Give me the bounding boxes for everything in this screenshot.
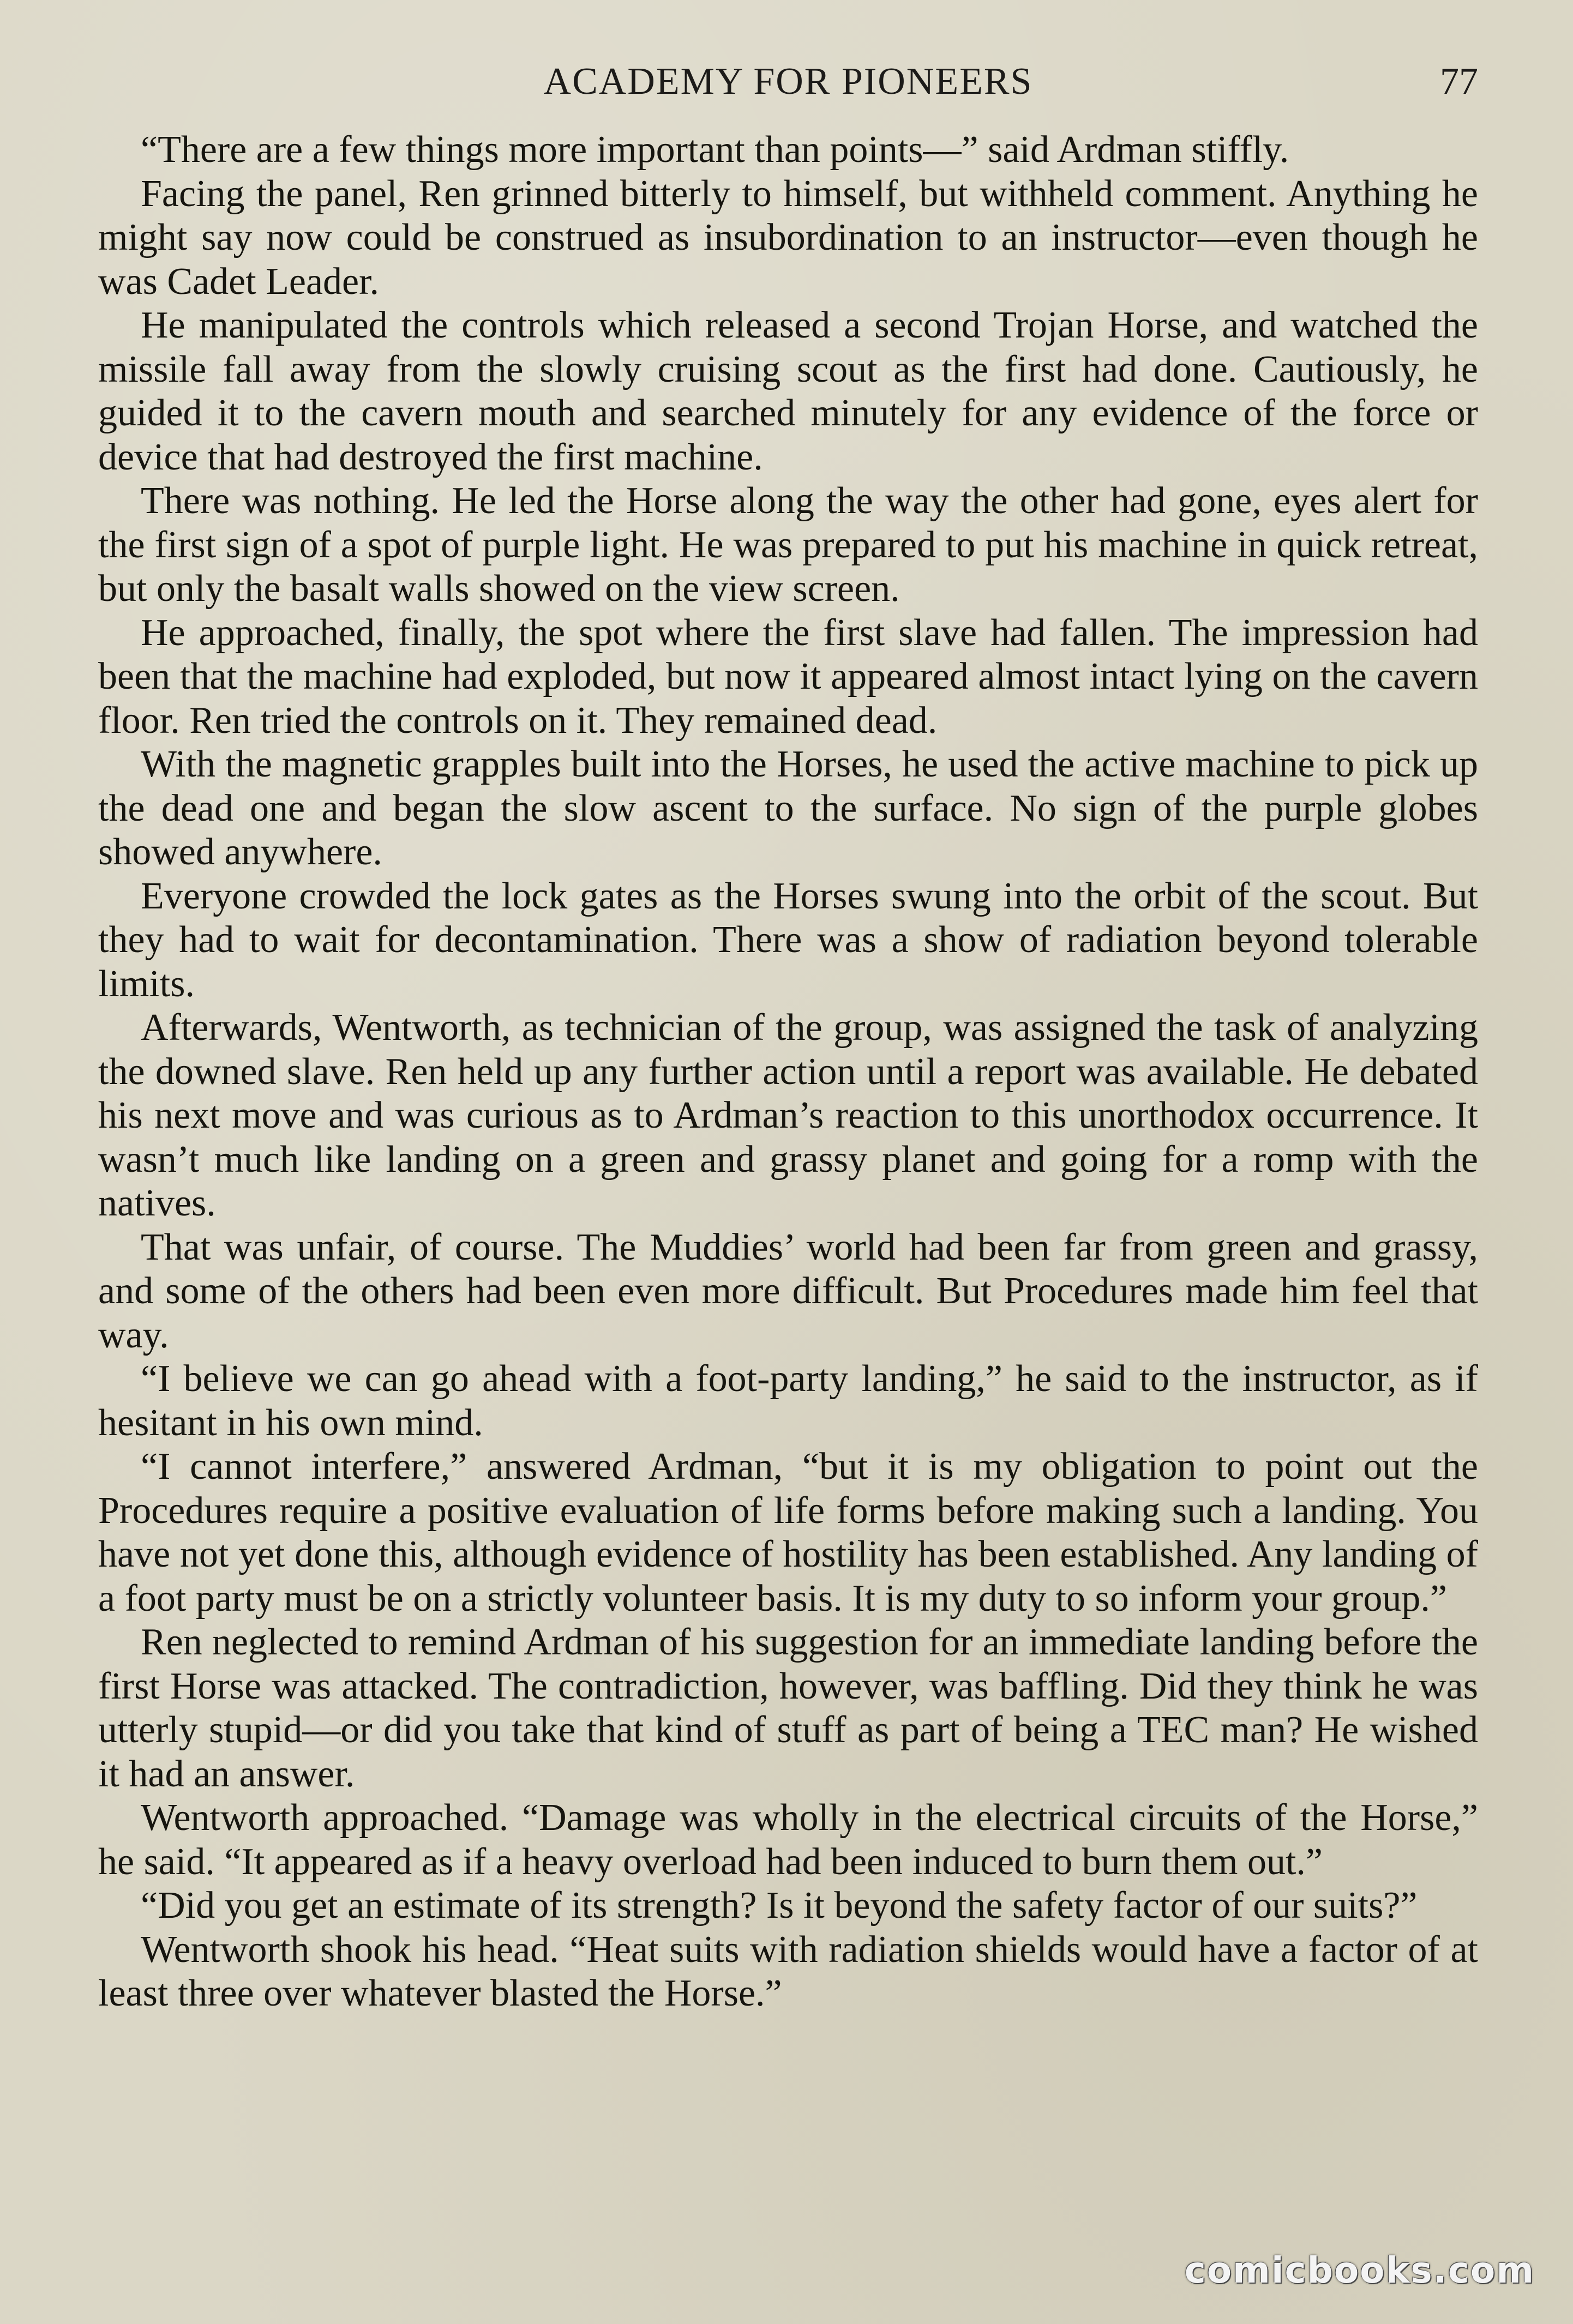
paragraph: Wentworth shook his head. “Heat suits with radiation shields would have a factor of at least three over whatever blasted the Horse.” bbox=[98, 1928, 1478, 2014]
paragraph: “I believe we can go ahead with a foot-party landing,” he said to the instructor, as if hesitant in his own mind. bbox=[98, 1358, 1478, 1444]
paragraph: Afterwards, Wentworth, as technician of the group, was assigned the task of analyzing the downed slave. Ren held up any further action until a report was available. He debated his next move and was curious as to Ardman’s reaction to this unorthodox occurrence. It wasn’t much like landing on a green and grassy planet and going for a romp with the natives. bbox=[98, 1007, 1478, 1224]
paragraph: Everyone crowded the lock gates as the Horses swung into the orbit of the scout. But they had to wait for decontamination. There was a show of radiation beyond tolerable limits. bbox=[98, 875, 1478, 1005]
paragraph: There was nothing. He led the Horse along the way the other had gone, eyes alert for the first sign of a spot of purple light. He was prepared to put his machine in quick retreat, but only the basalt walls showed on the view screen. bbox=[98, 480, 1478, 610]
running-head bbox=[98, 57, 1478, 106]
paragraph: Wentworth approached. “Damage was wholly in the electrical circuits of the Horse,” he said. “It appeared as if a heavy overload had been induced to burn them out.” bbox=[98, 1797, 1478, 1883]
paragraph: Ren neglected to remind Ardman of his suggestion for an immediate landing before the first Horse was attacked. The contradiction, however, was baffling. Did they think he was utterly stupid—or did you take that kind of stuff as part of being a TEC man? He wished it had an answer. bbox=[98, 1621, 1478, 1795]
paragraph: “There are a few things more important than points—” said Ardman stiffly. bbox=[141, 129, 1289, 171]
chapter-title: ACADEMY FOR PIONEERS bbox=[543, 61, 1033, 103]
paragraph: “I cannot interfere,” answered Ardman, “but it is my obligation to point out the Procedures require a positive evaluation of life forms before making such a landing. You have not yet done this, although evidence of hostility has been established. Any landing of a foot party must be on a strictly volunteer basis. It is my duty to so inform your group.” bbox=[98, 1446, 1478, 1619]
watermark: comicbooks.com bbox=[1184, 2249, 1535, 2291]
paragraph: Facing the panel, Ren grinned bitterly to himself, but withheld comment. Anything he might say now could be construed as insubordination to an instructor—even though he was Cadet Leader. bbox=[98, 172, 1478, 303]
paragraph: With the magnetic grapples built into the Horses, he used the active machine to pick up the dead one and began the slow ascent to the surface. No sign of the purple globes showed anywhere. bbox=[98, 743, 1478, 873]
paragraph: He approached, finally, the spot where the first slave had fallen. The impression had been that the machine had exploded, but now it appeared almost intact lying on the cavern floor. Ren tried the controls on it. They remained dead. bbox=[98, 611, 1478, 742]
paragraph: He manipulated the controls which released a second Trojan Horse, and watched the missile fall away from the slowly cruising scout as the first had done. Cautiously, he guided it to the cavern mouth and searched minutely for any evidence of the force or device that had destroyed the first machine. bbox=[98, 304, 1478, 478]
body-text bbox=[98, 128, 1478, 2016]
paragraph: “Did you get an estimate of its strength? Is it beyond the safety factor of our suits?” bbox=[141, 1885, 1418, 1926]
paragraph: That was unfair, of course. The Muddies’ world had been far from green and grassy, and some of the others had been even more difficult. But Procedures made him feel that way. bbox=[98, 1226, 1478, 1356]
page-number: 77 bbox=[1440, 61, 1478, 103]
